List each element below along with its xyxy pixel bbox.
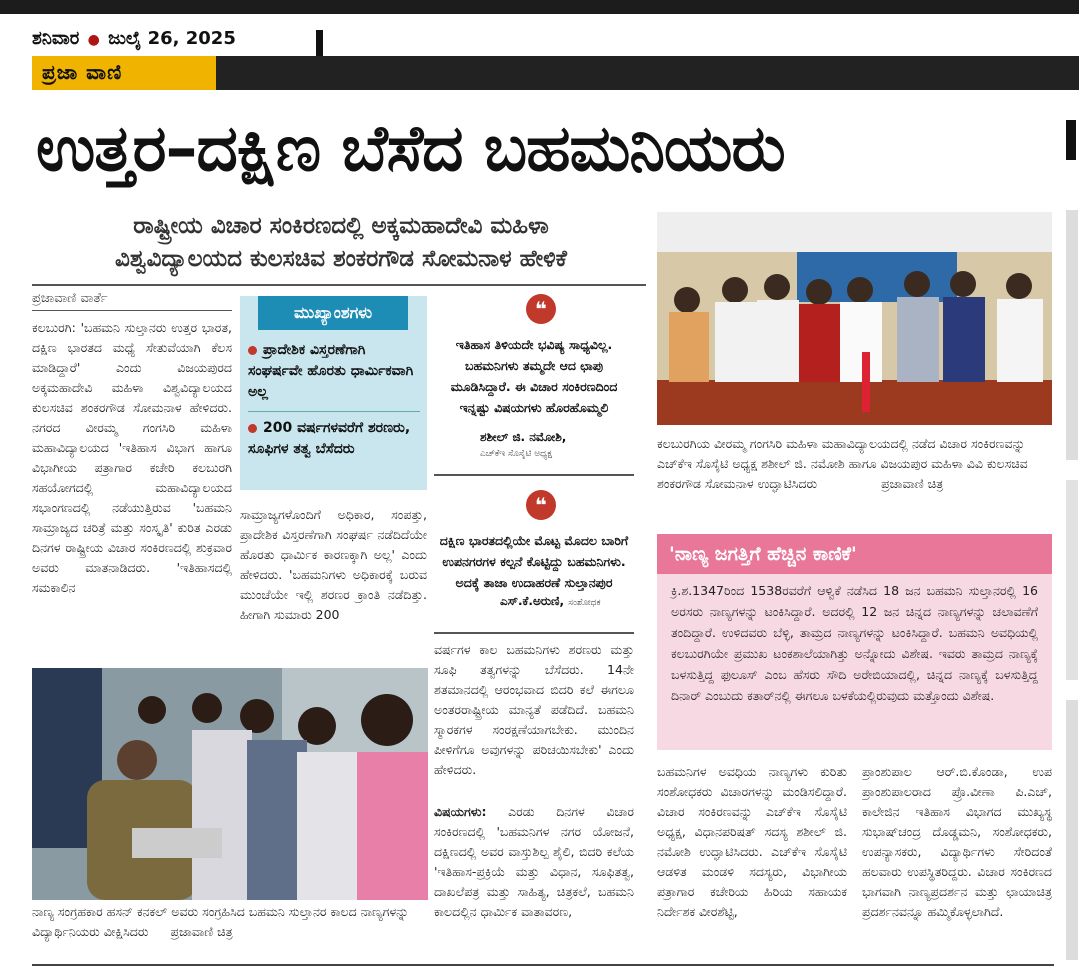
quote-2-attribution xyxy=(500,594,630,609)
highlights-list xyxy=(248,340,420,460)
inauguration-photo xyxy=(657,212,1052,425)
highlight-divider xyxy=(248,411,420,412)
article-column-1: ಕಲಬುರಗಿ: 'ಬಹಮನಿ ಸುಲ್ತಾನರು ಉತ್ತರ ಭಾರತ, ದಕ್ಷಿಣ ಭಾರತದ ಮಧ್ಯೆ ಸೇತುವೆಯಾಗಿ ಕೆಲಸ ಮಾಡಿದ್ದಾರೆ' ಎಂದು ವಿಜಯಪುರದ ಅಕ್ಕಮಹಾದೇವಿ ಮಹಿಳಾ ವಿಶ್ವವಿದ್ಯಾಲಯದ ಕುಲಸಚಿವ ಶಂಕರಗೌಡ ಸೋಮನಾಳ ಹೇಳಿದರು. ನಗರದ ವೀರಮ್ಮ ಗಂಗಸಿರಿ ಮಹಿಳಾ ಮಹಾವಿದ್ಯಾಲಯದ 'ಇತಿಹಾಸ ವಿಭಾಗ ಹಾಗೂ ವಿಭಾಗೀಯ ಪತ್ರಾಗಾರ ಕಚೇರಿ ಕಲಬುರಗಿ ಸಹಯೋಗದಲ್ಲಿ ಮಹಾವಿದ್ಯಾಲಯದ ಸಭಾಂಗಣದಲ್ಲಿ ನಡೆಯುತ್ತಿರುವ 'ಬಹಮನಿ ಸಾಮ್ರಾಜ್ಯದ ಚರಿತ್ರೆ ಮತ್ತು ಸಂಸ್ಕೃತಿ' ಕುರಿತ ಎರಡು ದಿನಗಳ ರಾಷ್ಟ್ರೀಯ ವಿಚಾರ ಸಂಕಿರಣದಲ್ಲಿ ಶುಕ್ರವಾರ ಅವರು ಮಾತನಾಡಿದರು. 'ಇತಿಹಾಸದಲ್ಲಿ ಸಮಕಾಲಿನ xyxy=(32,320,232,595)
article-column-3: ವರ್ಷಗಳ ಕಾಲ ಬಹಮನಿಗಳು ಶರಣರು ಮತ್ತು ಸೂಫಿ ತತ್ವಗಳನ್ನು ಬೆಸೆದರು. 14ನೇ ಶತಮಾನದಲ್ಲಿ ಆರಂಭವಾದ ಬಿದರಿ ಕಲೆ ಈಗಲೂ ಅಂತರರಾಷ್ಟ್ರೀಯ ಮಾನ್ಯತೆ ಪಡೆದಿದೆ. ಬಹಮನಿ ಸ್ಮಾರಕಗಳ ಸಂರಕ್ಷಣೆಯಾಗಬೇಕು. ಮುಂದಿನ ಪೀಳಿಗೆಗೂ ಅವುಗಳನ್ನು ಪರಿಚಯಿಸಬೇಕು' ಎಂದು ಹೇಳಿದರು. xyxy=(434,642,634,777)
bottom-rule xyxy=(32,964,1054,966)
adjacent-article-edge xyxy=(1064,100,1079,980)
article-column-5: ಪ್ರಾಂಶುಪಾಲ ಆರ್.ಬಿ.ಕೊಂಡಾ, ಉಪ ಪ್ರಾಂಶುಪಾಲರಾದ ಪ್ರೊ.ವೀಣಾ ಪಿ.ಎಚ್, ಕಾಲೇಜಿನ ಇತಿಹಾಸ ವಿಭಾಗದ ಮುಖ್ಯಸ್ಥ ಸುಭಾಷ್‌ಚಂದ್ರ ದೊಡ್ಡಮನಿ, ಸಂಶೋಧಕರು, ಉಪನ್ಯಾಸಕರು, ವಿದ್ಯಾರ್ಥಿಗಳು ಸೇರಿದಂತೆ ಹಲವಾರು ಉಪಸ್ಥಿತರಿದ್ದರು. ವಿಚಾರ ಸಂಕಿರಣದ ಭಾಗವಾಗಿ ನಾಣ್ಯಪ್ರದರ್ಶನ ಮತ್ತು ಛಾಯಾಚಿತ್ರ ಪ್ರದರ್ಶನವನ್ನೂ ಹಮ್ಮಿಕೊಳ್ಳಲಾಗಿದೆ. xyxy=(862,764,1052,919)
quote-1-attribution xyxy=(480,430,630,459)
bottom-photo-caption: ನಾಣ್ಯ ಸಂಗ್ರಹಕಾರ ಹಸನ್ ಕನಕಲ್ ಅವರು ಸಂಗ್ರಹಿಸಿದ ಬಹಮನಿ ಸುಲ್ತಾನರ ಕಾಲದ ನಾಣ್ಯಗಳನ್ನು ವಿದ್ಯಾರ್ಥಿನಿಯರು ವೀಕ್ಷಿಸಿದರು ಪ್ರಜಾವಾಣಿ ಚಿತ್ರ xyxy=(32,904,409,939)
article-column-3b xyxy=(434,802,634,962)
byline: ಪ್ರಜಾವಾಣಿ ವಾರ್ತೆ xyxy=(32,291,108,306)
quote-2-role: ಸಂಶೋಧಕ xyxy=(568,598,601,608)
headline: ಉತ್ತರ–ದಕ್ಷಿಣ ಬೆಸೆದ ಬಹಮನಿಯರು xyxy=(36,112,785,186)
photo-credit: ಪ್ರಜಾವಾಣಿ ಚಿತ್ರ xyxy=(170,924,233,939)
quote-icon: ❝ xyxy=(526,490,556,520)
quote-1-text: ಇತಿಹಾಸ ತಿಳಿಯದೇ ಭವಿಷ್ಯ ಸಾಧ್ಯವಿಲ್ಲ. ಬಹಮನಿಗಳು ತಮ್ಮದೇ ಆದ ಛಾಪು ಮೂಡಿಸಿದ್ದಾರೆ. ಈ ವಿಚಾರ ಸಂಕಿರಣದಿಂದ ಇನ್ನಷ್ಟು ವಿಷಯಗಳು ಹೊರಹೊಮ್ಮಲಿ xyxy=(450,337,618,415)
topics-text: ಎರಡು ದಿನಗಳ ವಿಚಾರ ಸಂಕಿರಣದಲ್ಲಿ 'ಬಹಮನಿಗಳ ನಗರ ಯೋಜನೆ, ದಕ್ಷಿಣದಲ್ಲಿ ಅವರ ವಾಸ್ತುಶಿಲ್ಪ ಶೈಲಿ, ಬಿದರಿ ಕಲೆಯ 'ಇತಿಹಾಸ-ಪ್ರಕ್ರಿಯೆ ಮತ್ತು ವಿಧಾನ, ಸೂಫಿತತ್ವ, ದಾಖಲೆಪತ್ರ ಮತ್ತು ಸಾಹಿತ್ಯ, ಚಿತ್ರಕಲೆ, ಬಹಮನಿ ಕಾಲದಲ್ಲಿನ ಧಾರ್ಮಿಕ ವಾತಾವರಣ, xyxy=(434,804,634,919)
subdeck xyxy=(36,210,646,276)
photo-credit: ಪ್ರಜಾವಾಣಿ ಚಿತ್ರ xyxy=(881,476,944,491)
byline-rule xyxy=(32,310,232,311)
top-photo-caption: ಕಲಬುರಗಿಯ ವೀರಮ್ಮ ಗಂಗಸಿರಿ ಮಹಿಳಾ ಮಹಾವಿದ್ಯಾಲಯದಲ್ಲಿ ನಡೆದ ವಿಚಾರ ಸಂಕಿರಣವನ್ನು ಎಚ್‌ಕೆಇ ಸೊಸೈಟಿ ಅಧ್ಯಕ್ಷ ಶಶೀಲ್ ಜಿ. ನಮೋಶಿ ಹಾಗೂ ವಿಜಯಪುರ ಮಹಿಳಾ ವಿವಿ ಕುಲಸಚಿವ ಶಂಕರಗೌಡ ಸೋಮನಾಳ ಉದ್ಘಾಟಿಸಿದರು ಪ್ರಜಾವಾಣಿ ಚಿತ್ರ xyxy=(657,436,1028,491)
quote-1-role: ಎಚ್‌ಕೆಇ ಸೊಸೈಟಿ ಅಧ್ಯಕ್ಷ xyxy=(480,449,553,459)
sidebar-body: ಕ್ರಿ.ಶ.1347ರಿಂದ 1538ರವರೆಗೆ ಆಳ್ವಿಕೆ ನಡೆಸಿದ 18 ಜನ ಬಹಮನಿ ಸುಲ್ತಾನರಲ್ಲಿ 16 ಅರಸರು ನಾಣ್ಯಗಳನ್ನು ಟಂಕಿಸಿದ್ದಾರೆ. ಅದರಲ್ಲಿ 12 ಜನ ಚಿನ್ನದ ನಾಣ್ಯಗಳನ್ನು ಚಲಾವಣೆಗೆ ತಂದಿದ್ದಾರೆ. ಉಳಿದವರು ಬೆಳ್ಳಿ, ತಾಮ್ರದ ನಾಣ್ಯಗಳನ್ನು ಟಂಕಿಸಿದ್ದಾರೆ. ಬಹಮನಿ ಅವಧಿಯಲ್ಲಿ ಕಲಬುರಗಿಯೇ ಪ್ರಮುಖ ಟಂಕಶಾಲೆಯಾಗಿತ್ತು ಅನ್ನೋದು ವಿಶೇಷ. ಇವರು ತಾಮ್ರದ ನಾಣ್ಯಕ್ಕೆ ಬಳಸುತ್ತಿದ್ದ ಫುಲೂಸ್ ಎಂಬ ಹೆಸರು ಸೌದಿ ಅರೇಬಿಯಾದಲ್ಲಿ, ಚಿನ್ನದ ನಾಣ್ಯಕ್ಕೆ ಬಳಸುತ್ತಿದ್ದ ದಿನಾರ್ ಎಂಬುದು ಕತಾರ್‌ನಲ್ಲಿ ಈಗಲೂ ಬಳಕೆಯಲ್ಲಿರುವುದು ಮತ್ತೊಂದು ವಿಶೇಷ. xyxy=(657,574,1052,750)
quote-rule xyxy=(434,632,634,634)
highlight-item: ಪ್ರಾದೇಶಿಕ ವಿಸ್ತರಣೆಗಾಗಿ ಸಂಘರ್ಷವೇ ಹೊರತು ಧಾರ್ಮಿಕವಾಗಿ ಅಲ್ಲ xyxy=(248,342,414,400)
top-bar xyxy=(0,0,1079,14)
day-label: ಶನಿವಾರ xyxy=(32,28,80,49)
masthead-logo: ಪ್ರಜಾ ವಾಣಿ xyxy=(32,56,216,90)
topics-label: ವಿಷಯಗಳು: xyxy=(434,804,487,819)
coin-viewing-photo xyxy=(32,668,428,900)
date-label: ಜುಲೈ 26, 2025 xyxy=(108,28,236,49)
highlight-item: 200 ವರ್ಷಗಳವರೆಗೆ ಶರಣರು, ಸೂಫಿಗಳ ತತ್ವ ಬೆಸೆದರು xyxy=(248,420,411,457)
subdeck-line-1: ರಾಷ್ಟ್ರೀಯ ವಿಚಾರ ಸಂಕಿರಣದಲ್ಲಿ ಅಕ್ಕಮಹಾದೇವಿ ಮಹಿಳಾ xyxy=(133,213,549,239)
bullet-icon xyxy=(248,424,257,433)
article-column-2: ಸಾಮ್ರಾಜ್ಯಗಳೊಂದಿಗೆ ಅಧಿಕಾರ, ಸಂಪತ್ತು, ಪ್ರಾದೇಶಿಕ ವಿಸ್ತರಣೆಗಾಗಿ ಸಂಘರ್ಷ ನಡೆದಿದೆಯೇ ಹೊರತು ಧಾರ್ಮಿಕ ಕಾರಣಕ್ಕಾಗಿ ಅಲ್ಲ' ಎಂದು ಹೇಳಿದರು. 'ಬಹಮನಿಗಳು ಅಧಿಕಾರಕ್ಕೆ ಬರುವ ಮುಂಚೆಯೇ ಇಲ್ಲಿ ಶರಣರ ಕ್ರಾಂತಿ ನಡೆದಿತ್ತು. ಹೀಗಾಗಿ ಸುಮಾರು 200 xyxy=(240,507,427,622)
highlights-title: ಮುಖ್ಯಾಂಶಗಳು xyxy=(258,296,408,330)
bullet-icon xyxy=(248,346,257,355)
quote-rule xyxy=(434,474,634,476)
quote-rule xyxy=(434,284,634,286)
quote-2-name: ಎಸ್.ಕೆ.ಅರುಣಿ, xyxy=(500,594,565,608)
sidebar-title: 'ನಾಣ್ಯ ಜಗತ್ತಿಗೆ ಹೆಚ್ಚಿನ ಕಾಣಿಕೆ' xyxy=(657,534,1052,574)
quote-2-text: ದಕ್ಷಿಣ ಭಾರತದಲ್ಲಿಯೇ ಮೊಟ್ಟ ಮೊದಲ ಬಾರಿಗೆ ಉಪನಗರಗಳ ಕಲ್ಪನೆ ಕೊಟ್ಟಿದ್ದು ಬಹಮನಿಗಳು. ಅದಕ್ಕೆ ತಾಜಾ ಉದಾಹರಣೆ ಸುಲ್ತಾನಪುರ xyxy=(439,533,629,590)
quote-icon: ❝ xyxy=(526,294,556,324)
article-column-4: ಬಹಮನಿಗಳ ಅವಧಿಯ ನಾಣ್ಯಗಳು ಕುರಿತು ಸಂಶೋಧಕರು ವಿಚಾರಗಳನ್ನು ಮಂಡಿಸಲಿದ್ದಾರೆ. ವಿಚಾರ ಸಂಕಿರಣವನ್ನು ಎಚ್‌ಕೆಇ ಸೊಸೈಟಿ ಅಧ್ಯಕ್ಷ, ವಿಧಾನಪರಿಷತ್ ಸದಸ್ಯ ಶಶೀಲ್ ಜಿ. ನಮೋಶಿ ಉದ್ಘಾಟಿಸಿದರು. ಎಚ್‌ಕೆಇ ಸೊಸೈಟಿ ಆಡಳಿತ ಮಂಡಳಿ ಸದಸ್ಯರು, ವಿಭಾಗೀಯ ಪತ್ರಾಗಾರ ಕಚೇರಿಯ ಹಿರಿಯ ಸಹಾಯಕ ನಿರ್ದೇಶಕ ವೀರಶೆಟ್ಟಿ, xyxy=(657,764,847,919)
quote-1-name: ಶಶೀಲ್ ಜಿ. ನಮೋಶಿ, xyxy=(480,430,567,444)
dateline xyxy=(32,28,236,49)
masthead-band xyxy=(216,56,1079,90)
subdeck-line-2: ವಿಶ್ವವಿದ್ಯಾಲಯದ ಕುಲಸಚಿವ ಶಂಕರಗೌಡ ಸೋಮನಾಳ ಹೇಳಿಕೆ xyxy=(115,246,567,272)
dot-separator-icon: ● xyxy=(87,32,100,48)
